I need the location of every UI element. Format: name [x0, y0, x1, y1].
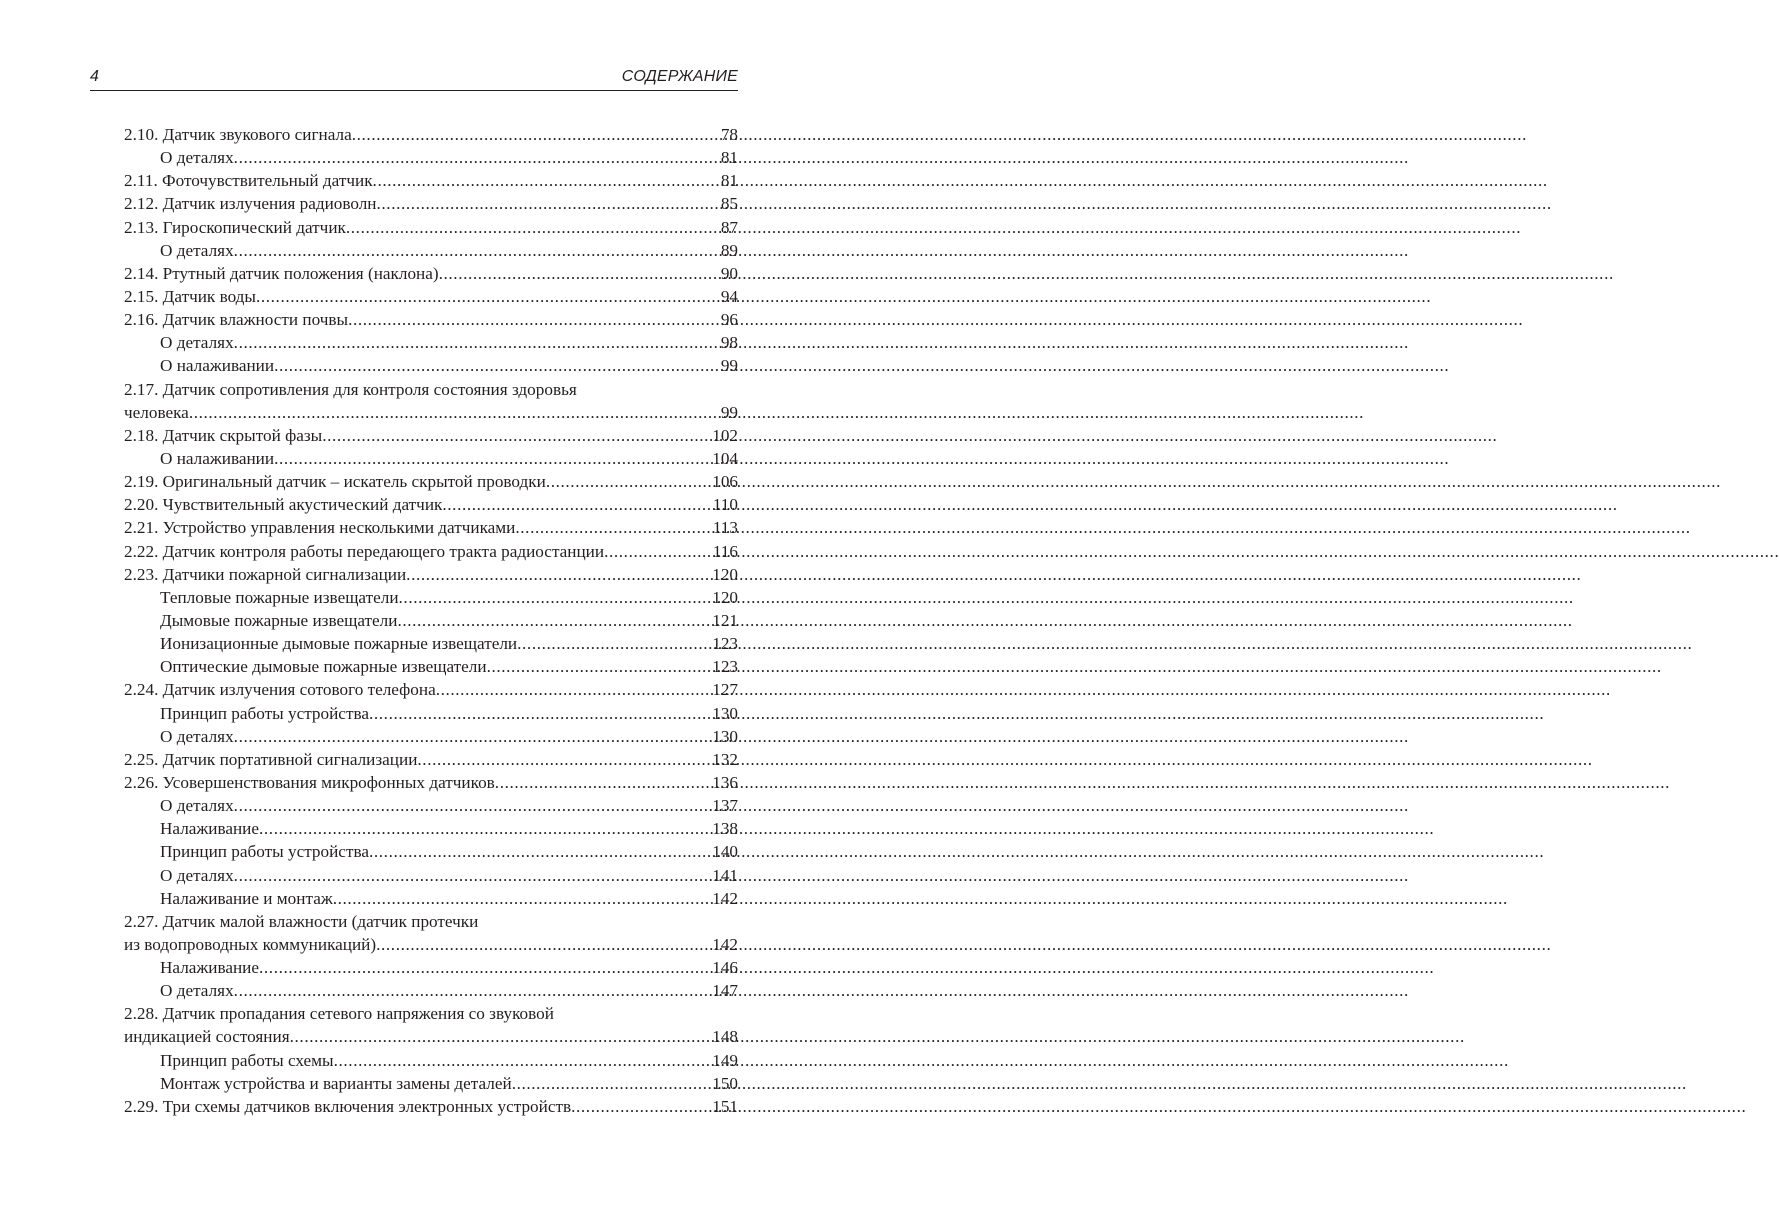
toc-entry: [124, 609, 738, 632]
toc-dot-leader: [571, 1095, 712, 1118]
toc-dot-leader: [442, 493, 712, 516]
toc-entry-title: О деталях: [160, 240, 234, 260]
toc-dot-leader: [333, 887, 713, 910]
toc-entry-title: 2.16. Датчик влажности почвы: [124, 310, 349, 330]
toc-dot-leader: [439, 262, 721, 285]
toc-entry-page: 78: [720, 125, 738, 144]
toc-entry: [124, 331, 738, 354]
toc-dot-leader: [256, 285, 721, 308]
toc-entry: [124, 1095, 738, 1118]
toc-entry-title: Ионизационные дымовые пожарные извещатели: [160, 634, 518, 654]
toc-entry: [124, 516, 738, 539]
toc-dot-leader: [406, 563, 712, 586]
toc-entry-page: 106: [712, 472, 738, 492]
toc-entry-page: 94: [720, 286, 738, 306]
toc-dot-leader: [274, 354, 721, 377]
toc-entry-page: 120: [712, 587, 738, 607]
toc-entry-title: человека: [124, 402, 189, 422]
toc-entry-page: 81: [720, 148, 738, 168]
table-of-contents: [124, 123, 738, 1118]
toc-entry: [124, 794, 738, 817]
toc-entry: [124, 725, 738, 748]
toc-entry-title: 2.26. Усовершенствования микрофонных датчиков: [124, 772, 495, 792]
toc-dot-leader: [234, 725, 713, 748]
toc-dot-leader: [376, 933, 712, 956]
toc-dot-leader: [234, 794, 713, 817]
toc-dot-leader: [397, 609, 712, 632]
toc-entry-title: Тепловые пожарные извещатели: [160, 587, 399, 607]
toc-entry: [124, 771, 738, 794]
toc-entry-page: 116: [712, 541, 738, 561]
toc-entry-page: 142: [712, 888, 738, 908]
toc-entry: [124, 956, 738, 979]
toc-entry: [124, 540, 738, 563]
toc-entry-page: 148: [712, 1027, 738, 1047]
toc-entry-title: индикацией состояния: [124, 1027, 290, 1047]
toc-entry: [124, 424, 738, 447]
toc-entry-title: Дымовые пожарные извещатели: [160, 610, 398, 630]
toc-entry-page: 127: [712, 680, 738, 700]
toc-entry-title: Принцип работы схемы: [160, 1050, 334, 1070]
toc-dot-leader: [234, 146, 721, 169]
toc-dot-leader: [515, 516, 712, 539]
toc-entry-page: 138: [712, 819, 738, 839]
toc-entry-page: 104: [712, 448, 738, 468]
toc-entry-title: 2.24. Датчик излучения сотового телефона: [124, 680, 436, 700]
toc-entry-page: 90: [720, 263, 738, 283]
toc-dot-leader: [290, 1025, 713, 1048]
toc-entry-title: Принцип работы устройства: [160, 842, 369, 862]
toc-dot-leader: [373, 169, 721, 192]
toc-entry-title: 2.23. Датчики пожарной сигнализации: [124, 564, 407, 584]
toc-entry-title: 2.29. Три схемы датчиков включения электронных устройств: [124, 1096, 572, 1116]
toc-dot-leader: [346, 216, 721, 239]
toc-entry-page: 123: [712, 657, 738, 677]
toc-entry: [124, 216, 738, 239]
toc-entry-title: О деталях: [160, 796, 234, 816]
toc-entry-title: 2.25. Датчик портативной сигнализации: [124, 749, 418, 769]
toc-entry-title: 2.18. Датчик скрытой фазы: [124, 425, 323, 445]
toc-entry-title: Принцип работы устройства: [160, 703, 369, 723]
toc-entry-page: 142: [712, 934, 738, 954]
toc-entry-title: 2.17. Датчик сопротивления для контроля состояния здоровья: [124, 379, 577, 399]
toc-entry-page: 149: [712, 1050, 738, 1070]
toc-dot-leader: [517, 632, 712, 655]
page-number: 4: [90, 68, 99, 85]
toc-entry-title: 2.19. Оригинальный датчик – искатель скрытой проводки: [124, 472, 546, 492]
toc-entry: [124, 1072, 738, 1095]
toc-entry: [124, 146, 738, 169]
toc-entry-title: О деталях: [160, 333, 234, 353]
toc-entry-page: 141: [712, 865, 738, 885]
toc-entry: [124, 262, 738, 285]
running-title: СОДЕРЖАНИЕ: [621, 68, 738, 85]
toc-entry: [124, 678, 738, 701]
toc-entry: [124, 192, 738, 215]
toc-dot-leader: [352, 123, 721, 146]
toc-dot-leader: [234, 979, 713, 1002]
toc-entry: [124, 123, 738, 146]
toc-dot-leader: [369, 702, 712, 725]
toc-entry: [124, 748, 738, 771]
toc-dot-leader: [234, 864, 713, 887]
toc-dot-leader: [259, 956, 712, 979]
toc-dot-leader: [369, 840, 712, 863]
toc-dot-leader: [189, 401, 721, 424]
toc-entry-title: Налаживание: [160, 958, 260, 978]
toc-dot-leader: [487, 655, 713, 678]
toc-entry-page: 121: [712, 610, 738, 630]
toc-entry: [124, 378, 738, 401]
toc-entry-page: 99: [720, 402, 738, 422]
toc-entry: [124, 586, 738, 609]
toc-entry: [124, 447, 738, 470]
toc-entry-page: 150: [712, 1073, 738, 1093]
page-header: [90, 68, 738, 91]
toc-entry-title: 2.28. Датчик пропадания сетевого напряжения со звуковой: [124, 1004, 554, 1024]
toc-entry-title: Монтаж устройства и варианты замены деталей: [160, 1073, 512, 1093]
toc-entry-page: 99: [720, 356, 738, 376]
toc-entry-page: 130: [712, 726, 738, 746]
toc-entry-title: О налаживании: [160, 356, 275, 376]
toc-entry: [124, 1002, 738, 1025]
toc-entry: [124, 401, 738, 424]
toc-dot-leader: [234, 331, 721, 354]
toc-dot-leader: [495, 771, 712, 794]
toc-entry: [124, 308, 738, 331]
toc-entry-page: 147: [712, 981, 738, 1001]
toc-entry-page: 89: [720, 240, 738, 260]
toc-dot-leader: [417, 748, 712, 771]
toc-entry-title: 2.27. Датчик малой влажности (датчик протечки: [124, 911, 479, 931]
toc-entry: [124, 354, 738, 377]
toc-entry: [124, 632, 738, 655]
toc-entry: [124, 910, 738, 933]
toc-entry-page: 123: [712, 634, 738, 654]
toc-dot-leader: [259, 817, 712, 840]
toc-entry: [124, 702, 738, 725]
toc-entry: [124, 285, 738, 308]
toc-dot-leader: [436, 678, 713, 701]
toc-entry-title: 2.13. Гироскопический датчик: [124, 217, 346, 237]
toc-dot-leader: [322, 424, 712, 447]
toc-entry-title: О налаживании: [160, 448, 275, 468]
toc-entry-title: О деталях: [160, 148, 234, 168]
toc-entry-page: 96: [720, 310, 738, 330]
toc-entry-page: 120: [712, 564, 738, 584]
toc-entry: [124, 864, 738, 887]
toc-entry-page: 140: [712, 842, 738, 862]
toc-entry: [124, 470, 738, 493]
toc-entry-title: 2.11. Фоточувствительный датчик: [124, 171, 373, 191]
toc-entry-title: О деталях: [160, 865, 234, 885]
toc-entry-title: Оптические дымовые пожарные извещатели: [160, 657, 487, 677]
toc-entry-title: 2.12. Датчик излучения радиоволн: [124, 194, 377, 214]
toc-entry-title: О деталях: [160, 981, 234, 1001]
toc-entry-page: 151: [712, 1096, 738, 1116]
toc-dot-leader: [399, 586, 713, 609]
toc-entry-page: 136: [712, 772, 738, 792]
toc-entry-title: 2.14. Ртутный датчик положения (наклона): [124, 263, 439, 283]
toc-entry-title: О деталях: [160, 726, 234, 746]
toc-entry-title: 2.15. Датчик воды: [124, 286, 256, 306]
toc-entry-title: 2.22. Датчик контроля работы передающего тракта радиостанции: [124, 541, 605, 561]
toc-entry-page: 137: [712, 796, 738, 816]
toc-entry-page: 146: [712, 958, 738, 978]
toc-entry-page: 130: [712, 703, 738, 723]
toc-entry-title: Налаживание: [160, 819, 260, 839]
toc-entry: [124, 817, 738, 840]
toc-dot-leader: [512, 1072, 713, 1095]
toc-entry: [124, 563, 738, 586]
toc-entry-title: 2.10. Датчик звукового сигнала: [124, 125, 352, 144]
toc-entry-title: Налаживание и монтаж: [160, 888, 333, 908]
toc-entry: [124, 655, 738, 678]
toc-dot-leader: [334, 1049, 713, 1072]
toc-entry: [124, 1025, 738, 1048]
toc-entry: [124, 979, 738, 1002]
toc-entry-page: 85: [720, 194, 738, 214]
toc-dot-leader: [348, 308, 721, 331]
toc-entry: [124, 493, 738, 516]
toc-entry-page: 113: [712, 518, 738, 538]
toc-dot-leader: [546, 470, 712, 493]
toc-entry-page: 132: [712, 749, 738, 769]
toc-entry: [124, 1049, 738, 1072]
toc-entry-page: 110: [712, 495, 738, 515]
toc-entry: [124, 933, 738, 956]
toc-entry-page: 87: [720, 217, 738, 237]
toc-entry: [124, 840, 738, 863]
toc-dot-leader: [274, 447, 712, 470]
toc-dot-leader: [604, 540, 713, 563]
toc-entry-title: из водопроводных коммуникаций): [124, 934, 377, 954]
toc-entry-page: 81: [720, 171, 738, 191]
toc-entry-title: 2.21. Устройство управления несколькими датчиками: [124, 518, 516, 538]
toc-dot-leader: [377, 192, 721, 215]
toc-entry: [124, 169, 738, 192]
toc-entry: [124, 239, 738, 262]
toc-entry-title: 2.20. Чувствительный акустический датчик: [124, 495, 443, 515]
toc-dot-leader: [234, 239, 721, 262]
toc-entry: [124, 887, 738, 910]
toc-entry-page: 98: [720, 333, 738, 353]
toc-entry-page: 102: [712, 425, 738, 445]
